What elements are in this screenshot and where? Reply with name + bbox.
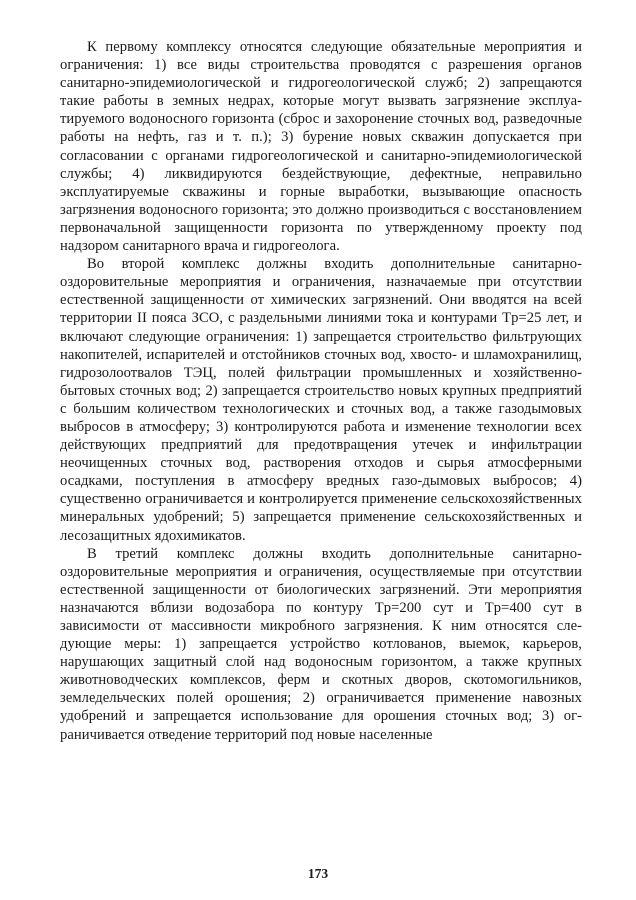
paragraph-third-complex: В третий комплекс должны входить дополнительные санитарно-оздоровительные мероприятия и ограничения, осуществляемые при отсутствии естественной защищенности от биологических загрязнений. Эти мероприятия назначаются вблизи водозабора по контуру Tр=200 сут и Tр=400 сут в зависимости от массивности микробного загрязнения. К ним относятся следующие меры: 1) запрещается устройство котлованов, выемок, карьеров, нарушающих защитный слой над водоносным горизонтом, а также крупных животноводческих комплексов, ферм и скотных дворов, скотомогильников, земледельческих полей орошения; 2) ограничивается применение навозных удобрений и запрещается использование для орошения сточных вод; 3) ограничивается отведение территорий под новые населенные [60,545,582,743]
page-number: 173 [307,866,329,881]
page-body [60,38,582,744]
paragraph-first-complex: К первому комплексу относятся следующие обязательные мероприятия и ограничения: 1) все виды строительства проводятся с разрешения органов санитарно-эпидемиологической и гидрогеологической служб; 2) запрещаются такие работы в земных недрах, которые могут вызвать загрязнение эксплуатируемого водоносного горизонта (сброс и захоронение сточных вод, разведочные работы на нефть, газ и т. п.); 3) бурение новых скважин допускается при согласовании с органами гидрогеологической и санитарно-эпидемиологической службы; 4) ликвидируются бездействующие, дефектные, неправильно эксплуатируемые скважины и горные выработки, вызывающие опасность загрязнения водоносного горизонта; это должно производиться с восстановлением первоначальной защищенности горизонта по утвержденному проекту под надзором санитарного врача и гидрогеолога. [60,39,582,255]
paragraph-second-complex: Во второй комплекс должны входить дополнительные санитарно-оздоровительные мероприятия и ограничения, назначаемые при отсутствии естественной защищенности от химических загрязнений. Они вводятся на всей территории II пояса ЗСО, с раздельными линиями тока и контурами Tр=25 лет, и включают следующие ограничения: 1) запрещается строительство фильтрующих накопителей, испарителей и отстойников сточных вод, хвосто- и шламохранилищ, гидрозолоотвалов ТЭЦ, полей фильтрации промышленных и хозяйственно-бытовых сточных вод; 2) запрещается строительство новых крупных предприятий с большим количеством технологических и сточных вод, а также газодымовых выбросов в атмосферу; 3) контролируются работа и изменение технологии всех действующих предприятий для предотвращения утечек и инфильтрации неочищенных сточных вод, растворения отходов и сырья атмосферными осадками, поступления в атмосферу вредных газо-дымовых выбросов; 4) существенно ограничивается и контролируется применение сельскохозяйственных минеральных удобрений; 5) запрещается применение сельскохозяйственных и лесозащитных ядохимикатов. [60,256,582,544]
